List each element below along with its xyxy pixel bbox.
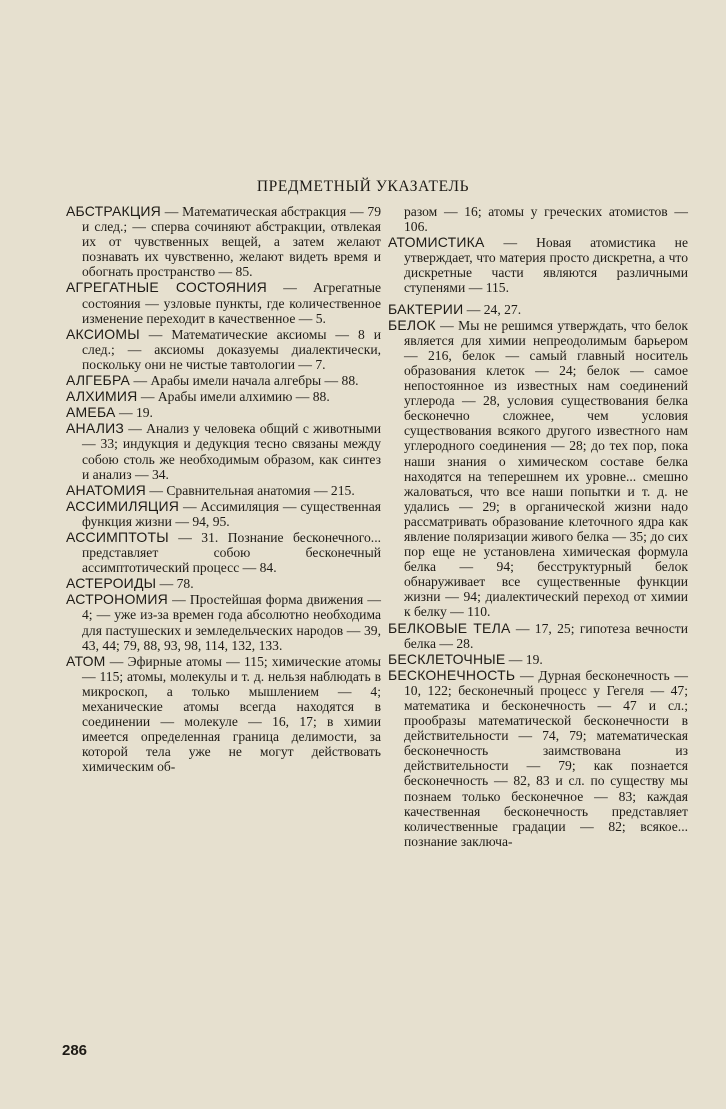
entry-text: — 19. — [505, 651, 543, 667]
index-entry — [388, 318, 688, 620]
entry-heading: АСТРОНОМИЯ — [66, 591, 168, 608]
entry-heading: АБСТРАКЦИЯ — [66, 203, 161, 219]
page-number: 286 — [62, 1042, 88, 1059]
index-entry — [66, 421, 381, 481]
entry-heading: АТОМ — [66, 652, 106, 669]
index-entry — [66, 204, 381, 279]
entry-text: — Сравнительная анатомия — 215. — [145, 482, 355, 498]
entry-heading: АЛХИМИЯ — [66, 388, 138, 405]
entry-text: — Простейшая форма движения — 4; — уже из-за времен года абсолютно необходима для пастушеских и земледельческих народов — 39, 43, 44; 79, 88, 93, 98, 114, 132, 133. — [82, 592, 381, 653]
index-entry — [66, 483, 381, 498]
entry-heading: БЕСКЛЕТОЧНЫЕ — [388, 650, 506, 667]
index-entry — [388, 652, 688, 667]
entry-text: — Арабы имели алхимию — 88. — [137, 389, 330, 405]
entry-text: — Агрегатные состояния — узловые пункты, где количественное изменение переходит в качественное — 5. — [82, 280, 381, 326]
index-entry — [66, 373, 381, 388]
entry-heading: АЛГЕБРА — [66, 372, 131, 389]
entry-heading: БЕСКОНЕЧНОСТЬ — [388, 666, 516, 683]
entry-text: — 17, 25; гипотеза вечности белка — 28. — [404, 620, 689, 651]
entry-heading: АССИМИЛЯЦИЯ — [66, 497, 180, 514]
entry-heading: АМЕБА — [66, 404, 116, 421]
index-entry — [66, 389, 381, 404]
entry-heading: БАКТЕРИИ — [388, 300, 464, 317]
index-entry — [388, 668, 688, 849]
index-entry — [66, 405, 381, 420]
entry-text: — Анализ у человека общий с животными — 33; индукция и дедукция тесно связаны между собою столь же необходимым образом, как синтез и анализ — 34. — [82, 421, 381, 482]
entry-continuation: разом — 16; атомы у греческих атомистов — 106. — [404, 204, 688, 235]
entry-heading: АТОМИСТИКА — [388, 234, 485, 251]
entry-text: — Мы не решимся утверждать, что белок является для химии непреодолимым барьером — 216, белок — самый главный носитель образования клеток — 24; белок — самое непостоянное из известных нам соединений углерода — 28, условия существования белка бесконечно сложнее, чем условия существования всякого другого известного нам углеродного соединения — 28; до тех пор, пока наши знания о химическом составе белка находятся на теперешнем их уровне... смешно жаловаться, что все наши попытки и т. д. не удались — 29; в органической жизни надо рассматривать образование клеточного ядра как явление поляризации живого белка — 35; до сих пор еще не установлена химическая формула белка — 94; бесструктурный белок обнаруживает все существенные функции жизни — 94; диалектический переход от химии к белку — 110. — [404, 317, 688, 620]
index-entry — [66, 576, 381, 591]
entry-text: — Ассимиляция — существенная функция жизни — 94, 95. — [82, 498, 381, 529]
entry-heading: АНАТОМИЯ — [66, 481, 146, 498]
index-entry — [388, 235, 688, 295]
entry-text: — Математическая абстракция — 79 и след.; — сперва сочиняют абстракции, отвлекая их от чувственных вещей, а затем желают познавать их чувственно, желают видеть время и обогнать пространство — 85. — [82, 204, 381, 280]
entry-heading: АНАЛИЗ — [66, 420, 124, 437]
entry-text: — 31. Познание бесконечного... представляет собою бесконечный ассимптотический процесс — 84. — [82, 529, 381, 576]
entry-heading: АКСИОМЫ — [66, 325, 140, 342]
entry-text: — 19. — [115, 405, 153, 421]
entry-text: — 78. — [156, 576, 194, 592]
entry-heading: АССИМПТОТЫ — [66, 528, 169, 545]
entry-heading: АГРЕГАТНЫЕ СОСТОЯНИЯ — [66, 279, 267, 296]
index-entry — [66, 499, 381, 529]
index-entry — [388, 621, 688, 651]
entry-text: — Новая атомистика не утверждает, что материя просто дискретна, а что дискретные части являются различными ступенями — 115. — [404, 235, 688, 296]
entry-text: — 24, 27. — [463, 301, 522, 317]
entry-heading: БЕЛОК — [388, 316, 436, 333]
index-entry — [66, 530, 381, 575]
index-column-right — [388, 204, 688, 850]
entry-heading: БЕЛКОВЫЕ ТЕЛА — [388, 619, 511, 636]
entry-text: — Дурная бесконечность — 10, 122; бесконечный процесс у Гегеля — 47; математика и бесконечность — 47 и сл.; прообразы математической бесконечности в действительности — 74, 79; математическая бесконечность заимствована из действительности — 79; как познается бесконечность — 82, 83 и сл. по существу мы познаем только бесконечное — 83; каждая качественная бесконечность представляет количественные градации — 82; всякое... познание заключа- — [404, 667, 688, 849]
page-title: ПРЕДМЕТНЫЙ УКАЗАТЕЛЬ — [256, 178, 470, 195]
index-entry — [66, 327, 381, 372]
index-column-left — [66, 204, 381, 775]
entry-text: — Арабы имели начала алгебры — 88. — [130, 373, 359, 389]
index-entry — [66, 280, 381, 325]
index-entry — [388, 302, 688, 317]
entry-text: — Математические аксиомы — 8 и след.; — аксиомы доказуемы диалектически, поскольку они не чистые тавтологии — 7. — [82, 326, 381, 372]
entry-text: — Эфирные атомы — 115; химические атомы — 115; атомы, молекулы и т. д. нельзя наблюдать в микроскоп, а только мышлением — 4; механические атомы всегда находятся в соединении — молекуле — 16, 17; в химии имеется определенная граница делимости, за которой тела уже не могут действовать химическим об- — [82, 653, 381, 775]
index-entry — [66, 654, 381, 775]
entry-heading: АСТЕРОИДЫ — [66, 575, 157, 592]
index-entry — [66, 592, 381, 652]
